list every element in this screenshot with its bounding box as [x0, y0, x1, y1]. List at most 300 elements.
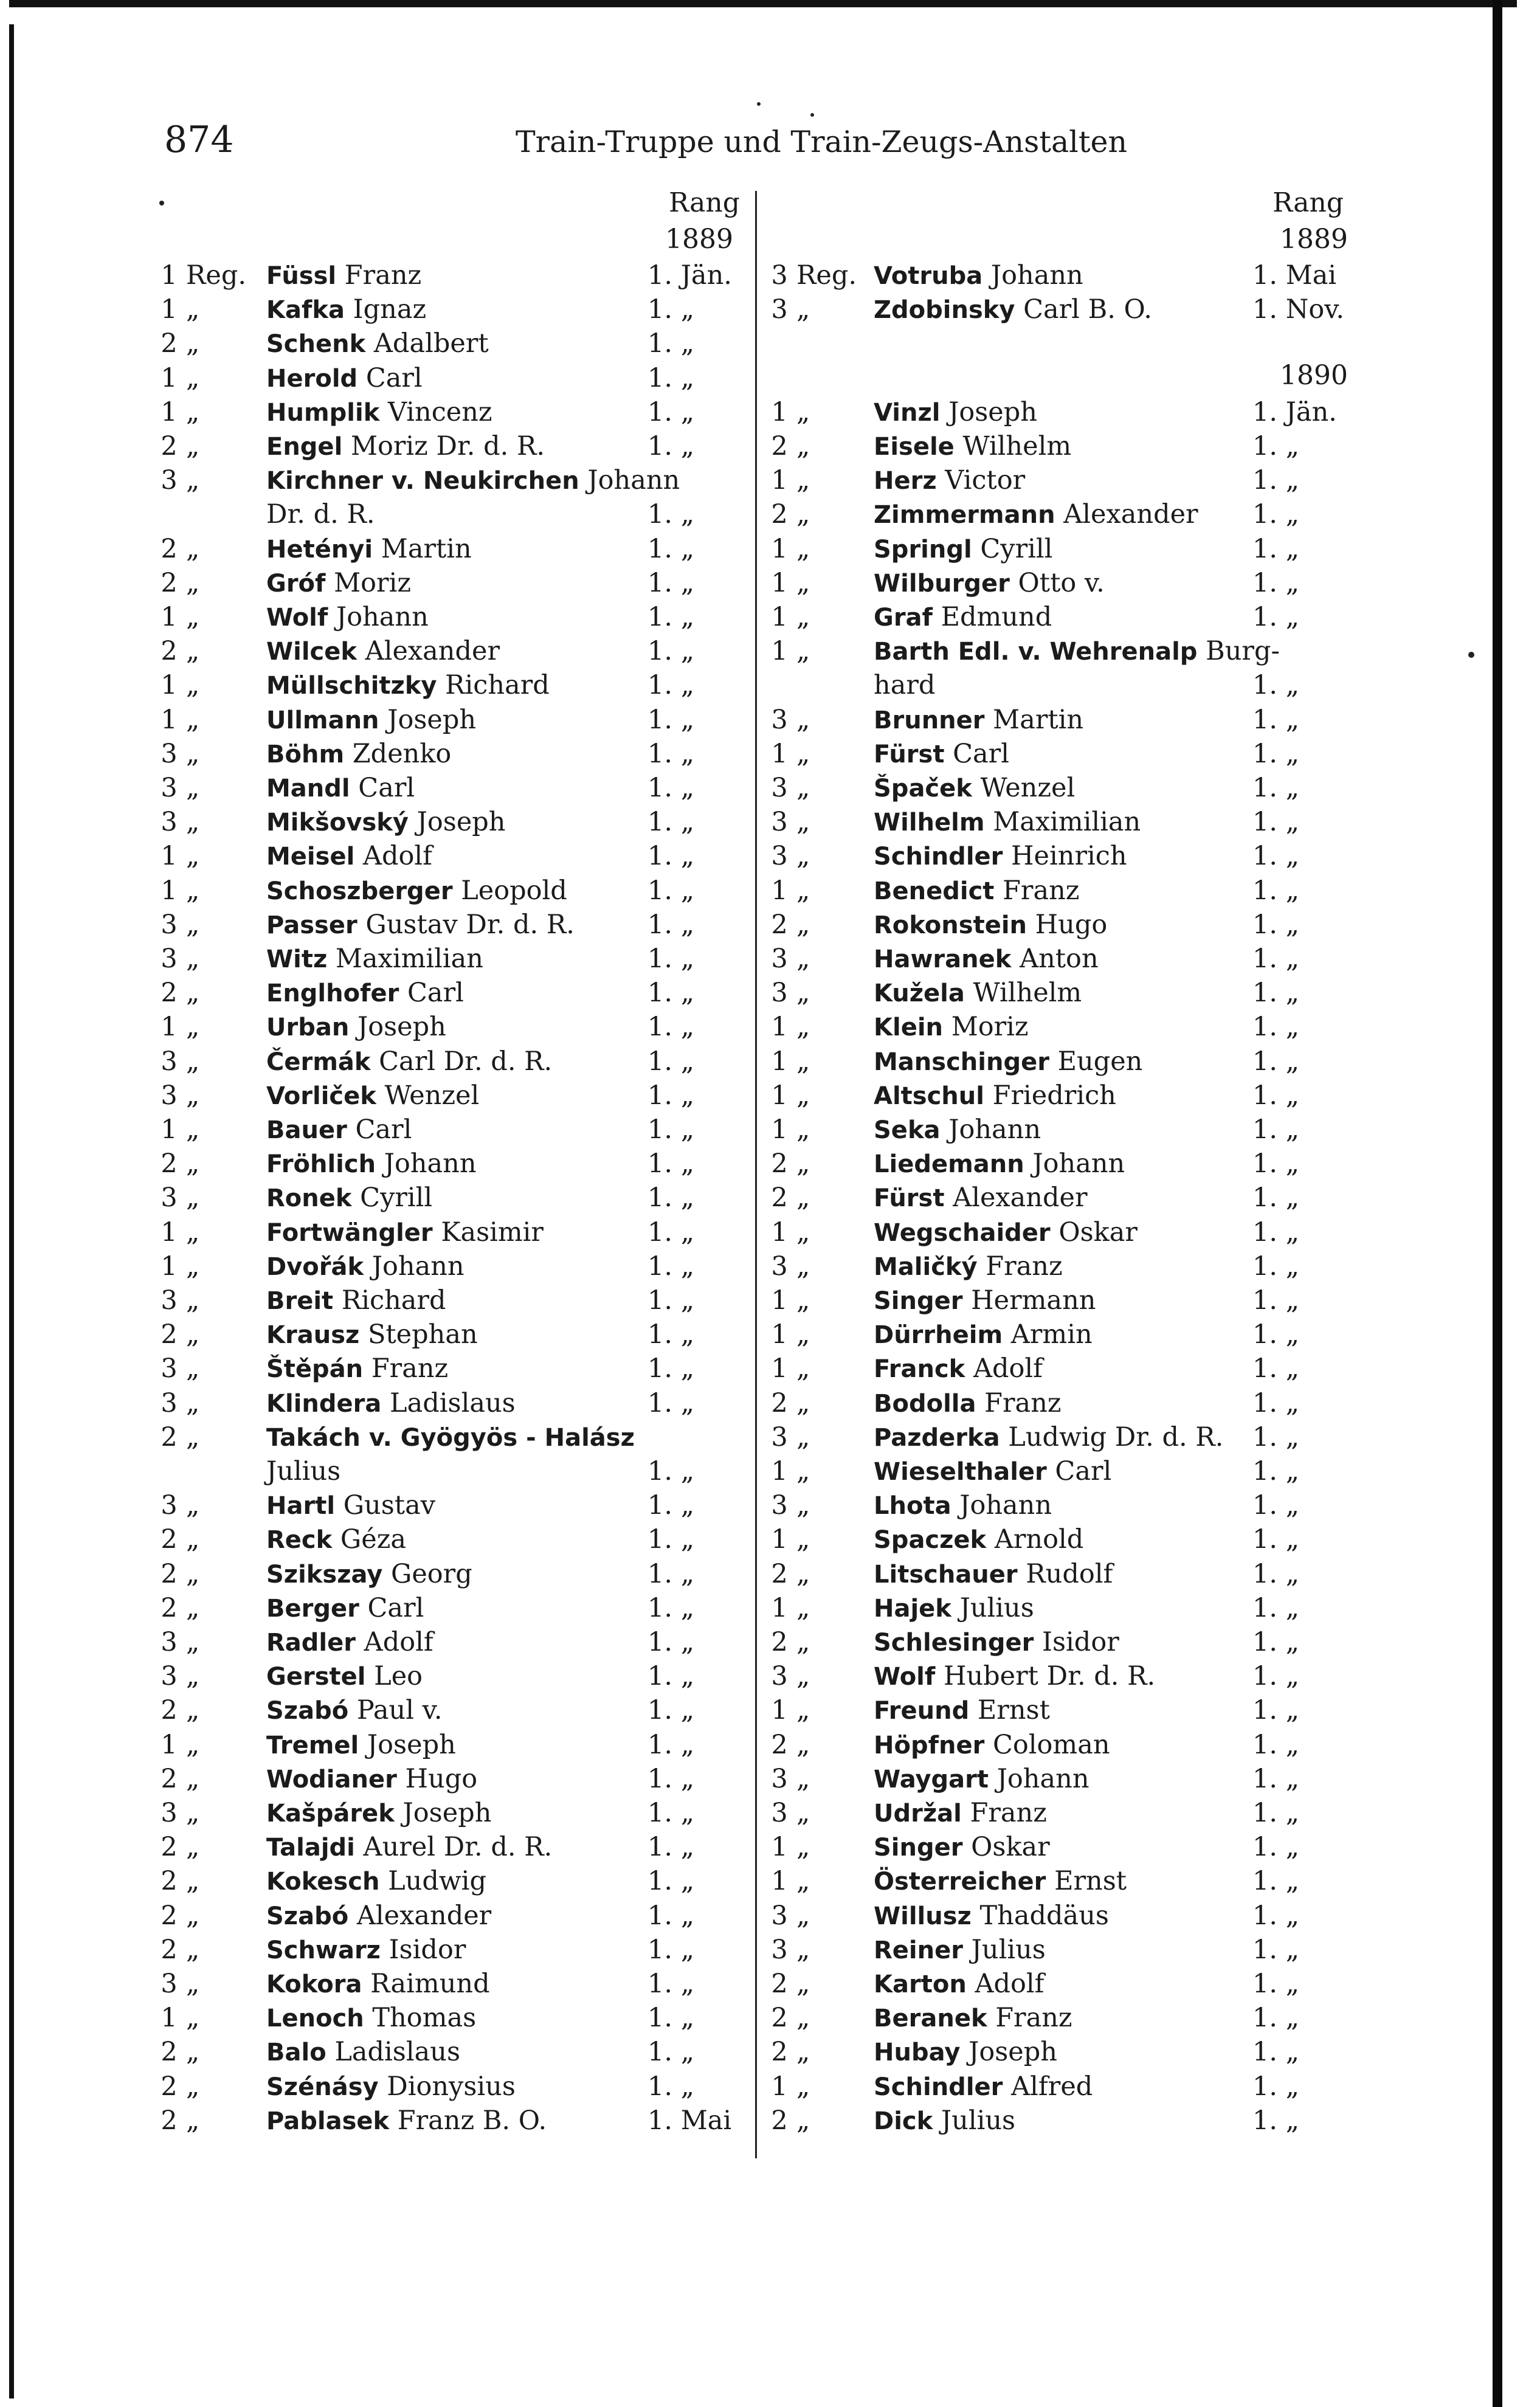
row-regiment: „ — [186, 1798, 200, 1828]
row-surname: Litschauer — [874, 1560, 1018, 1589]
row-name — [874, 703, 1083, 737]
row-rank-date: 1. „ — [1252, 670, 1299, 701]
row-regiment: „ — [186, 1524, 200, 1555]
row-name — [874, 942, 1099, 976]
row-given-name: Friedrich — [984, 1080, 1116, 1111]
row-given-name: Franz — [994, 875, 1080, 906]
row-name — [266, 805, 506, 840]
row-name — [874, 2070, 1093, 2104]
row-surname: Mikšovský — [266, 809, 409, 837]
row-name — [874, 1625, 1119, 1660]
row-number: 2 — [161, 1421, 178, 1452]
row-number: 1 — [161, 1217, 178, 1248]
row-name — [874, 1215, 1138, 1250]
row-rank-date: 1. „ — [647, 1148, 694, 1179]
row-surname: Vorliček — [266, 1082, 376, 1110]
row-number: 1 — [161, 1012, 178, 1043]
row-regiment: „ — [796, 1183, 810, 1214]
row-surname: Talajdi — [266, 1834, 355, 1862]
row-surname: Kafka — [266, 296, 345, 325]
row-regiment: „ — [796, 431, 810, 461]
row-surname: Singer — [874, 1287, 963, 1315]
row-name — [874, 976, 1082, 1010]
row-given-name: Alexander — [1055, 499, 1198, 530]
row-given-name: Joseph — [379, 704, 477, 735]
row-given-name: Adolf — [965, 1353, 1043, 1384]
row-regiment: „ — [796, 294, 810, 325]
row-name — [874, 1010, 1029, 1045]
row-number: 3 — [161, 1046, 178, 1077]
row-rank-date: 1. „ — [647, 362, 694, 393]
row-number: 2 — [771, 431, 788, 461]
row-surname: Maličký — [874, 1252, 978, 1281]
row-rank-date: 1. „ — [647, 1695, 694, 1726]
row-given-name: Dr. d. R. — [266, 499, 375, 530]
row-number: 2 — [161, 2071, 178, 2102]
row-given-name: Adolf — [966, 1969, 1045, 1999]
row-regiment: „ — [186, 362, 200, 393]
row-name — [266, 1864, 486, 1899]
row-surname: Klein — [874, 1014, 944, 1042]
row-regiment: „ — [186, 1729, 200, 1760]
row-number: 2 — [161, 1900, 178, 1931]
row-number: 3 — [161, 1285, 178, 1316]
row-surname: Wolf — [266, 604, 328, 632]
row-rank-date: 1. „ — [647, 1217, 694, 1248]
row-surname: Štěpán — [266, 1355, 364, 1384]
row-surname: Schlesinger — [874, 1629, 1034, 1657]
row-number: 2 — [771, 1969, 788, 1999]
row-surname: Österreicher — [874, 1868, 1046, 1896]
row-name — [266, 1352, 448, 1386]
row-rank-date: 1. „ — [1252, 2037, 1299, 2068]
row-name — [266, 497, 375, 532]
row-number: 3 — [161, 1387, 178, 1418]
row-number: 1 — [161, 1729, 178, 1760]
running-head: Train-Truppe und Train-Zeugs-Anstalten — [516, 125, 1128, 159]
row-number: 2 — [161, 2037, 178, 2068]
row-number: 2 — [161, 1558, 178, 1589]
row-name — [874, 1249, 1063, 1284]
row-name — [266, 292, 426, 327]
right-year-1890: 1890 — [1280, 360, 1348, 391]
row-name — [874, 1147, 1125, 1181]
row-surname: Fürst — [874, 740, 945, 768]
row-name — [874, 1933, 1046, 1967]
row-given-name: Julius — [962, 1934, 1046, 1965]
row-given-name: Gustav — [335, 1490, 436, 1521]
row-given-name: Burg- — [1197, 636, 1280, 667]
row-rank-date: 1. „ — [1252, 499, 1299, 530]
row-rank-date: 1. „ — [1252, 1353, 1299, 1384]
row-number: 2 — [161, 1934, 178, 1965]
row-number: 2 — [161, 978, 178, 1009]
row-name — [266, 1728, 456, 1763]
row-regiment: „ — [796, 773, 810, 803]
row-surname: Meisel — [266, 843, 355, 871]
row-rank-date: 1. „ — [1252, 1900, 1299, 1931]
row-given-name: Dionysius — [378, 2071, 516, 2102]
row-given-name: Carl Dr. d. R. — [370, 1046, 553, 1077]
row-name — [266, 1147, 477, 1181]
row-surname: Radler — [266, 1629, 356, 1657]
row-name — [266, 874, 567, 908]
row-regiment: „ — [186, 1080, 200, 1111]
row-regiment: „ — [186, 396, 200, 427]
row-rank-date: 1. „ — [647, 602, 694, 632]
row-regiment: „ — [796, 1627, 810, 1657]
row-name — [266, 668, 550, 703]
row-regiment: „ — [186, 1421, 200, 1452]
row-regiment: „ — [186, 1832, 200, 1863]
row-given-name: Maximilian — [984, 807, 1141, 838]
row-rank-date: 1. „ — [647, 1353, 694, 1384]
row-given-name: Stephan — [359, 1319, 478, 1350]
row-given-name: Franz B. O. — [389, 2105, 547, 2136]
row-given-name: Johann — [1024, 1148, 1125, 1179]
row-name — [874, 1899, 1109, 1933]
row-number: 3 — [161, 1661, 178, 1692]
row-number: 3 — [771, 294, 788, 325]
row-rank-date: 1. „ — [647, 1729, 694, 1760]
row-name — [266, 1113, 412, 1147]
row-given-name: Ladislaus — [326, 2037, 461, 2068]
row-surname: Franck — [874, 1355, 965, 1384]
row-rank-date: 1. „ — [647, 1969, 694, 1999]
row-surname: Fürst — [874, 1184, 945, 1213]
row-surname: Böhm — [266, 740, 345, 768]
row-name — [266, 976, 464, 1010]
row-number: 3 — [161, 1353, 178, 1384]
row-name — [266, 2104, 547, 2138]
row-name — [266, 1420, 635, 1455]
row-rank-date: 1. „ — [647, 2071, 694, 2102]
row-regiment: „ — [796, 1934, 810, 1965]
row-regiment: „ — [796, 1592, 810, 1623]
row-rank-date: 1. „ — [1252, 1080, 1299, 1111]
row-given-name: Julius — [266, 1456, 341, 1487]
row-number: 3 — [771, 807, 788, 838]
row-name — [874, 258, 1083, 293]
row-number: 1 — [771, 1353, 788, 1384]
row-given-name: Moriz — [943, 1012, 1029, 1043]
row-regiment: „ — [186, 1251, 200, 1282]
row-rank-date: 1. „ — [647, 1763, 694, 1794]
row-given-name: Hugo — [396, 1763, 478, 1794]
row-regiment: „ — [186, 2003, 200, 2034]
row-name — [874, 429, 1071, 464]
row-surname: Willusz — [874, 1902, 972, 1930]
row-surname: Klindera — [266, 1389, 382, 1418]
row-regiment: „ — [796, 738, 810, 769]
row-number: 2 — [771, 1627, 788, 1657]
row-regiment: „ — [186, 1661, 200, 1692]
row-surname: Benedict — [874, 877, 995, 905]
row-number: 2 — [161, 636, 178, 667]
row-regiment: „ — [186, 1046, 200, 1077]
row-surname: Seka — [874, 1116, 941, 1144]
row-given-name: Wenzel — [972, 773, 1076, 803]
row-given-name: Alexander — [356, 636, 500, 667]
row-surname: Wolf — [874, 1663, 936, 1691]
row-name — [874, 1420, 1223, 1455]
row-name — [874, 1659, 1155, 1694]
row-regiment: „ — [796, 1217, 810, 1248]
row-surname: Hubay — [874, 2039, 961, 2067]
row-regiment: „ — [186, 944, 200, 974]
row-name — [874, 2104, 1015, 2138]
row-regiment: „ — [796, 1832, 810, 1863]
row-rank-date: 1. „ — [1252, 773, 1299, 803]
row-regiment: „ — [796, 944, 810, 974]
row-name — [266, 942, 483, 976]
row-number: 1 — [771, 1046, 788, 1077]
row-surname: Hajek — [874, 1594, 951, 1623]
row-surname: Dvořák — [266, 1252, 364, 1281]
row-rank-date: 1. „ — [647, 1866, 694, 1897]
row-number: 3 — [771, 944, 788, 974]
row-number: 1 — [161, 875, 178, 906]
row-name — [874, 292, 1152, 327]
row-number: 1 — [161, 841, 178, 872]
row-rank-date: 1. „ — [647, 738, 694, 769]
speck — [159, 201, 164, 205]
row-regiment: „ — [186, 1114, 200, 1145]
row-name — [874, 839, 1127, 874]
row-given-name: Johann — [579, 465, 680, 496]
row-number: 3 — [771, 978, 788, 1009]
row-surname: Hawranek — [874, 945, 1012, 973]
row-name — [874, 1557, 1113, 1592]
row-regiment: „ — [796, 533, 810, 564]
row-surname: Karton — [874, 1970, 967, 1998]
row-given-name: Adalbert — [365, 328, 489, 359]
row-rank-date: 1. „ — [647, 1387, 694, 1418]
row-surname: Wilburger — [874, 569, 1010, 598]
row-regiment: „ — [796, 2003, 810, 2034]
row-rank-date: 1. „ — [1252, 2003, 1299, 2034]
row-surname: Reiner — [874, 1936, 963, 1964]
row-surname: Wegschaider — [874, 1218, 1051, 1247]
row-given-name: Johann — [940, 1114, 1041, 1145]
row-given-name: Johann — [376, 1148, 477, 1179]
row-number: 2 — [771, 2037, 788, 2068]
row-regiment: „ — [796, 567, 810, 598]
row-regiment: „ — [186, 431, 200, 461]
row-given-name: Carl — [350, 773, 415, 803]
row-number: 3 — [771, 1251, 788, 1282]
row-rank-date: 1. „ — [1252, 704, 1299, 735]
row-given-name: Johann — [364, 1251, 464, 1282]
row-regiment: „ — [186, 533, 200, 564]
row-regiment: „ — [186, 1148, 200, 1179]
row-number: 2 — [161, 328, 178, 359]
row-surname: Vinzl — [874, 398, 941, 427]
row-given-name: Zdenko — [344, 738, 452, 769]
row-given-name: Martin — [984, 704, 1084, 735]
row-given-name: Alexander — [348, 1900, 492, 1931]
row-rank-date: 1. „ — [1252, 2105, 1299, 2136]
row-regiment: „ — [186, 1490, 200, 1521]
row-surname: Passer — [266, 911, 357, 939]
row-number: 1 — [161, 294, 178, 325]
row-surname: Špaček — [874, 775, 972, 803]
row-name — [874, 1728, 1110, 1763]
row-rank-date: 1. Mai — [647, 2105, 732, 2136]
row-regiment: „ — [796, 909, 810, 940]
row-given-name: Hugo — [1027, 909, 1108, 940]
row-number: 2 — [161, 1866, 178, 1897]
row-number: 2 — [771, 1387, 788, 1418]
row-name — [266, 1830, 552, 1865]
row-surname: Schwarz — [266, 1936, 381, 1964]
row-surname: Čermák — [266, 1048, 371, 1076]
row-regiment: „ — [186, 465, 200, 496]
row-regiment: „ — [186, 1592, 200, 1623]
row-regiment: „ — [796, 978, 810, 1009]
row-rank-date: 1. „ — [647, 841, 694, 872]
row-surname: Brunner — [874, 706, 985, 734]
row-name — [266, 771, 415, 806]
row-given-name: Joseph — [349, 1012, 446, 1043]
row-name — [266, 634, 500, 669]
row-given-name: Moriz — [325, 567, 412, 598]
row-number: 1 — [161, 260, 178, 291]
row-regiment: „ — [796, 2071, 810, 2102]
row-regiment: „ — [186, 2037, 200, 2068]
row-name — [266, 566, 411, 601]
row-number: 3 — [771, 1421, 788, 1452]
left-rang-header: Rang — [669, 187, 740, 218]
row-number: 3 — [161, 944, 178, 974]
row-regiment: „ — [796, 1661, 810, 1692]
row-surname: Lhota — [874, 1492, 951, 1521]
row-given-name: Johann — [982, 260, 1083, 291]
row-rank-date: 1. „ — [647, 1046, 694, 1077]
row-number: 2 — [161, 2105, 178, 2136]
row-given-name: Anton — [1011, 944, 1099, 974]
row-name — [266, 1693, 442, 1728]
row-name — [266, 1283, 446, 1318]
row-regiment: „ — [186, 2071, 200, 2102]
row-regiment: „ — [796, 602, 810, 632]
row-surname: Spaczek — [874, 1526, 987, 1555]
row-rank-date: 1. „ — [647, 1012, 694, 1043]
row-name — [266, 1386, 516, 1421]
row-given-name: Gustav Dr. d. R. — [357, 909, 575, 940]
row-given-name: Arnold — [986, 1524, 1084, 1555]
row-rank-date: 1. „ — [1252, 1217, 1299, 1248]
row-rank-date: 1. „ — [647, 1627, 694, 1657]
row-regiment: „ — [796, 396, 810, 427]
row-regiment: „ — [186, 1763, 200, 1794]
row-surname: Engel — [266, 433, 343, 461]
page-border-top — [9, 0, 1517, 7]
row-rank-date: 1. „ — [1252, 431, 1299, 461]
row-number: 3 — [161, 773, 178, 803]
row-regiment: „ — [796, 1012, 810, 1043]
row-number: 1 — [771, 738, 788, 769]
row-rank-date: 1. „ — [1252, 1114, 1299, 1145]
row-regiment: „ — [796, 499, 810, 530]
row-regiment: „ — [796, 1456, 810, 1487]
row-number: 2 — [161, 431, 178, 461]
row-given-name: Victor — [936, 465, 1026, 496]
row-given-name: Joseph — [394, 1798, 492, 1828]
row-regiment: „ — [186, 773, 200, 803]
row-given-name: Isidor — [1034, 1627, 1119, 1657]
row-given-name: Franz — [976, 1387, 1062, 1418]
row-rank-date: 1. Jän. — [647, 260, 732, 291]
row-regiment: Reg. — [796, 260, 857, 291]
row-rank-date: 1. „ — [1252, 1832, 1299, 1863]
row-surname: Lenoch — [266, 2005, 364, 2033]
row-regiment: „ — [796, 1046, 810, 1077]
row-given-name: Aurel Dr. d. R. — [354, 1832, 553, 1863]
row-given-name: Géza — [332, 1524, 407, 1555]
row-rank-date: 1. „ — [1252, 738, 1299, 769]
row-name — [874, 395, 1037, 430]
row-name — [874, 497, 1198, 532]
row-number: 2 — [161, 1695, 178, 1726]
row-name — [874, 1830, 1050, 1865]
row-rank-date: 1. „ — [1252, 1421, 1299, 1452]
row-number: 1 — [161, 704, 178, 735]
row-number: 1 — [771, 1832, 788, 1863]
row-surname: Ullmann — [266, 706, 379, 734]
row-given-name: Armin — [1003, 1319, 1093, 1350]
row-surname: Freund — [874, 1697, 970, 1725]
row-surname: Manschinger — [874, 1048, 1049, 1076]
row-surname: Schoszberger — [266, 877, 453, 905]
row-name — [266, 908, 575, 942]
row-given-name: Coloman — [984, 1729, 1110, 1760]
speck — [810, 113, 814, 117]
row-name — [266, 1454, 340, 1489]
row-given-name: Heinrich — [1003, 841, 1127, 872]
row-given-name: Franz — [977, 1251, 1063, 1282]
row-rank-date: 1. „ — [647, 1558, 694, 1589]
row-rank-date: 1. „ — [1252, 1524, 1299, 1555]
row-regiment: „ — [186, 875, 200, 906]
row-number: 2 — [161, 1148, 178, 1179]
row-regiment: „ — [796, 704, 810, 735]
row-name — [266, 463, 680, 498]
row-given-name: Adolf — [354, 841, 433, 872]
row-name — [874, 2035, 1057, 2070]
row-name — [266, 1762, 477, 1797]
row-regiment: „ — [186, 1558, 200, 1589]
row-rank-date: 1. „ — [647, 1832, 694, 1863]
row-name — [874, 1283, 1096, 1318]
row-rank-date: 1. „ — [1252, 465, 1299, 496]
row-number: 3 — [771, 1661, 788, 1692]
row-rank-date: 1. „ — [647, 978, 694, 1009]
row-number: 1 — [771, 396, 788, 427]
row-surname: Müllschitzky — [266, 672, 437, 700]
row-given-name: Georg — [382, 1558, 472, 1589]
row-rank-date: 1. „ — [647, 2037, 694, 2068]
row-rank-date: 1. „ — [1252, 1798, 1299, 1828]
row-number: 3 — [161, 1627, 178, 1657]
row-given-name: Maximilian — [327, 944, 483, 974]
row-surname: Gerstel — [266, 1663, 366, 1691]
row-name — [874, 1864, 1127, 1899]
row-given-name: Ernst — [1046, 1866, 1127, 1897]
row-given-name: Carl B. O. — [1015, 294, 1152, 325]
row-given-name: Carl — [347, 1114, 412, 1145]
row-surname: Fröhlich — [266, 1150, 376, 1179]
